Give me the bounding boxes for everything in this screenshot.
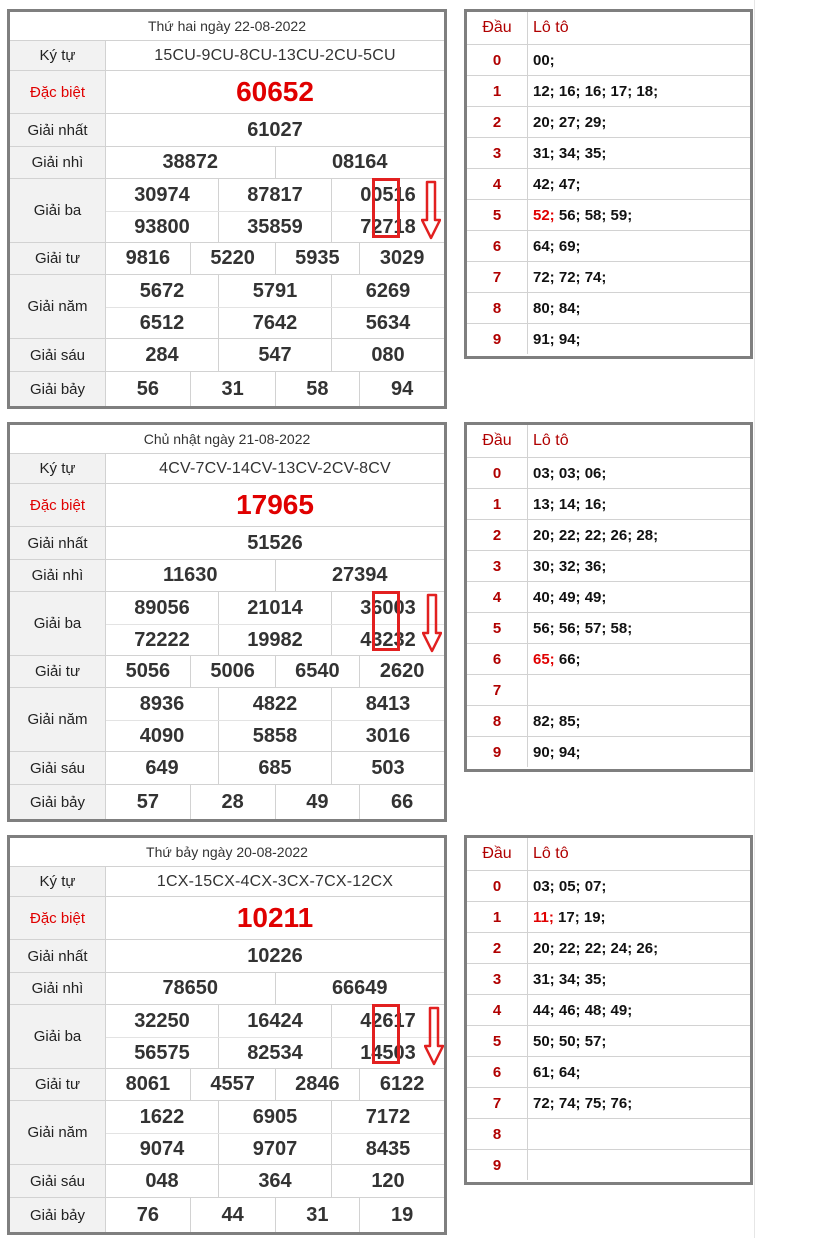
loto-values [533, 76, 750, 106]
loto-row [467, 1149, 750, 1180]
ky-tu-value: 1CX-15CX-4CX-3CX-7CX-12CX [156, 872, 394, 890]
loto-values [533, 551, 750, 581]
loto-row [467, 519, 750, 550]
loto-values [533, 964, 750, 994]
giai-bay-value: 57 [136, 790, 159, 813]
loto-row [467, 1025, 750, 1056]
dac-biet-row [10, 70, 444, 113]
draw-title: Thứ bảy ngày 20-08-2022 [146, 844, 308, 860]
loto-header-row [467, 425, 750, 457]
loto-rest: 80; 84; [533, 299, 581, 317]
loto-rest: 20; 22; 22; 26; 28; [533, 526, 659, 544]
loto-highlight: 52; [533, 206, 555, 224]
giai-sau-row [10, 338, 444, 371]
dau-digit: 1 [467, 76, 528, 106]
draw-title: Chủ nhật ngày 21-08-2022 [143, 431, 311, 447]
loto-rest: 00; [533, 51, 555, 69]
loto-row [467, 292, 750, 323]
dau-digit: 8 [467, 293, 528, 323]
dau-digit: 0 [467, 458, 528, 488]
giai-ba-label: Giải ba [10, 179, 106, 242]
loto-row [467, 457, 750, 488]
loto-rest: 42; 47; [533, 175, 581, 193]
giai-nhat-value: 10226 [247, 944, 303, 967]
giai-sau-value: 120 [331, 1165, 444, 1197]
dau-digit: 7 [467, 1088, 528, 1118]
giai-tu-row [10, 655, 444, 687]
loto-row [467, 230, 750, 261]
loto-values [533, 45, 750, 75]
giai-nam-value: 9074 [139, 1138, 185, 1160]
loto-header-row [467, 12, 750, 44]
draw-block-1 [0, 9, 760, 419]
giai-ba-value: 42617 [331, 1005, 444, 1037]
loto-row [467, 199, 750, 230]
dac-biet-label: Đặc biệt [10, 484, 106, 526]
giai-bay-value: 76 [136, 1203, 159, 1226]
ky-tu-label: Ký tự [10, 41, 106, 70]
loto-values [533, 262, 750, 292]
giai-bay-row [10, 1197, 444, 1232]
giai-nam-value: 6512 [139, 312, 185, 334]
loto-rest: 03; 03; 06; [533, 464, 607, 482]
dac-biet-label: Đặc biệt [10, 897, 106, 939]
loto-values [533, 520, 750, 550]
giai-nam-value: 5672 [139, 279, 185, 302]
giai-nhi-value: 08164 [275, 147, 445, 178]
loto-row [467, 674, 750, 705]
giai-sau-row [10, 1164, 444, 1197]
giai-bay-value: 31 [275, 1198, 360, 1232]
loto-values [533, 200, 750, 230]
loto-values [533, 1088, 750, 1118]
giai-ba-value: 14503 [331, 1038, 444, 1069]
giai-bay-label: Giải bảy [10, 785, 106, 819]
giai-nhat-label: Giải nhất [10, 527, 106, 559]
giai-nam-value: 5858 [218, 721, 331, 752]
dau-digit: 8 [467, 1119, 528, 1149]
giai-nam-row [10, 687, 444, 751]
dau-digit: 0 [467, 45, 528, 75]
giai-nhi-row [10, 146, 444, 178]
giai-nhi-label: Giải nhì [10, 973, 106, 1004]
dau-digit: 9 [467, 737, 528, 767]
giai-ba-value: 43232 [331, 625, 444, 656]
dau-digit: 1 [467, 489, 528, 519]
giai-tu-value: 6122 [359, 1069, 444, 1100]
loto-values [533, 902, 750, 932]
giai-bay-value: 31 [190, 372, 275, 406]
dau-digit: 9 [467, 324, 528, 354]
dau-digit: 7 [467, 262, 528, 292]
giai-ba-value: 87817 [218, 179, 331, 211]
dau-digit: 4 [467, 582, 528, 612]
loto-table [464, 422, 753, 772]
loto-row [467, 581, 750, 612]
giai-ba-value: 16424 [218, 1005, 331, 1037]
giai-tu-value: 8061 [125, 1073, 171, 1095]
loto-values [533, 293, 750, 323]
giai-tu-value: 5935 [275, 243, 360, 274]
ky-tu-label: Ký tự [10, 454, 106, 483]
giai-nhat-row [10, 939, 444, 972]
loto-row [467, 44, 750, 75]
giai-bay-value: 66 [359, 785, 444, 819]
loto-row [467, 75, 750, 106]
giai-nam-value: 8435 [331, 1134, 444, 1165]
dac-biet-value: 17965 [236, 489, 314, 520]
loto-rest: 64; 69; [533, 237, 581, 255]
giai-sau-value: 685 [218, 752, 331, 784]
ky-tu-row [10, 453, 444, 483]
draw-title-row [10, 838, 444, 866]
loto-header-row [467, 838, 750, 870]
dau-header: Đầu [467, 838, 528, 870]
loto-row [467, 1056, 750, 1087]
down-arrow-icon [421, 180, 441, 240]
loto-rest: 50; 50; 57; [533, 1032, 607, 1050]
loto-row [467, 612, 750, 643]
giai-sau-value: 649 [145, 756, 179, 779]
giai-tu-value: 6540 [275, 656, 360, 687]
loto-values [533, 1026, 750, 1056]
giai-nam-label: Giải năm [10, 1101, 106, 1164]
loto-row [467, 705, 750, 736]
giai-nhat-row [10, 526, 444, 559]
loto-header: Lô tô [533, 19, 569, 36]
giai-nam-label: Giải năm [10, 688, 106, 751]
giai-tu-label: Giải tư [10, 1069, 106, 1100]
loto-table [464, 835, 753, 1185]
giai-bay-label: Giải bảy [10, 1198, 106, 1232]
giai-tu-value: 4557 [190, 1069, 275, 1100]
loto-rest: 72; 72; 74; [533, 268, 607, 286]
giai-nam-label: Giải năm [10, 275, 106, 338]
giai-nhat-label: Giải nhất [10, 114, 106, 146]
draw-title: Thứ hai ngày 22-08-2022 [147, 18, 307, 34]
dau-digit: 9 [467, 1150, 528, 1180]
loto-row [467, 488, 750, 519]
loto-values [533, 458, 750, 488]
loto-rest: 66; [554, 650, 581, 668]
dac-biet-label: Đặc biệt [10, 71, 106, 113]
loto-row [467, 963, 750, 994]
loto-row [467, 736, 750, 767]
loto-rest: 17; 19; [553, 908, 606, 926]
giai-nam-row [10, 274, 444, 338]
loto-table [464, 9, 753, 359]
dau-digit: 3 [467, 138, 528, 168]
giai-ba-value: 93800 [134, 216, 190, 238]
loto-values [533, 737, 750, 767]
giai-sau-value: 048 [145, 1169, 179, 1192]
loto-row [467, 137, 750, 168]
loto-rest: 61; 64; [533, 1063, 581, 1081]
giai-nam-value: 4090 [139, 725, 185, 747]
giai-nam-value: 4822 [218, 688, 331, 720]
giai-nhat-value: 61027 [247, 118, 303, 141]
giai-sau-label: Giải sáu [10, 1165, 106, 1197]
dau-header: Đầu [467, 425, 528, 457]
giai-nhat-row [10, 113, 444, 146]
loto-row [467, 1087, 750, 1118]
giai-bay-label: Giải bảy [10, 372, 106, 406]
giai-ba-value: 00516 [331, 179, 444, 211]
loto-highlight: 11; [533, 908, 554, 926]
loto-rest: 44; 46; 48; 49; [533, 1001, 633, 1019]
loto-rest: 30; 32; 36; [533, 557, 607, 575]
loto-values [533, 582, 750, 612]
giai-sau-value: 284 [145, 343, 179, 366]
loto-values [533, 675, 750, 705]
giai-tu-value: 3029 [359, 243, 444, 274]
giai-bay-row [10, 371, 444, 406]
loto-row [467, 168, 750, 199]
loto-rest: 03; 05; 07; [533, 877, 607, 895]
giai-ba-value: 36003 [331, 592, 444, 624]
loto-values [533, 324, 750, 354]
loto-rest: 82; 85; [533, 712, 581, 730]
giai-nam-row [10, 1100, 444, 1164]
giai-sau-value: 547 [218, 339, 331, 371]
giai-sau-value: 080 [331, 339, 444, 371]
giai-nhi-value: 78650 [162, 977, 219, 999]
ky-tu-label: Ký tự [10, 867, 106, 896]
giai-sau-value: 364 [218, 1165, 331, 1197]
ky-tu-value: 4CV-7CV-14CV-13CV-2CV-8CV [159, 459, 391, 477]
dac-biet-row [10, 896, 444, 939]
dau-digit: 5 [467, 613, 528, 643]
giai-tu-value: 5006 [190, 656, 275, 687]
giai-nam-value: 9707 [218, 1134, 331, 1165]
draw-block-2 [0, 422, 760, 832]
giai-nam-value: 8936 [139, 692, 185, 715]
giai-nam-value: 5791 [218, 275, 331, 307]
giai-ba-value: 89056 [134, 596, 190, 619]
giai-bay-value: 56 [136, 377, 159, 400]
dac-biet-value: 10211 [236, 902, 314, 933]
giai-tu-row [10, 1068, 444, 1100]
giai-bay-value: 94 [359, 372, 444, 406]
down-arrow-icon [424, 1006, 444, 1066]
giai-sau-value: 503 [331, 752, 444, 784]
loto-rest: 20; 22; 22; 24; 26; [533, 939, 659, 957]
giai-nam-value: 6269 [331, 275, 444, 307]
dau-digit: 3 [467, 964, 528, 994]
loto-rest: 13; 14; 16; [533, 495, 607, 513]
giai-nhi-value: 38872 [162, 151, 219, 173]
giai-ba-value: 72718 [331, 212, 444, 243]
giai-sau-row [10, 751, 444, 784]
dau-digit: 3 [467, 551, 528, 581]
dau-digit: 0 [467, 871, 528, 901]
giai-ba-value: 30974 [134, 183, 190, 206]
dau-digit: 2 [467, 107, 528, 137]
giai-nhi-row [10, 559, 444, 591]
giai-nhi-value: 27394 [275, 560, 445, 591]
giai-ba-value: 72222 [134, 629, 190, 651]
giai-nhi-value: 11630 [162, 564, 218, 586]
giai-tu-value: 5056 [125, 660, 171, 682]
dau-digit: 4 [467, 169, 528, 199]
loto-rest: 40; 49; 49; [533, 588, 607, 606]
highlight-box [372, 591, 400, 651]
giai-ba-value: 32250 [134, 1009, 190, 1032]
loto-values [533, 138, 750, 168]
loto-rest: 20; 27; 29; [533, 113, 607, 131]
giai-ba-label: Giải ba [10, 1005, 106, 1068]
giai-sau-label: Giải sáu [10, 339, 106, 371]
loto-values [533, 1150, 750, 1180]
giai-tu-value: 2620 [359, 656, 444, 687]
giai-nhi-value: 66649 [275, 973, 445, 1004]
loto-values [533, 933, 750, 963]
dau-digit: 2 [467, 933, 528, 963]
loto-rest: 91; 94; [533, 330, 581, 348]
draw-block-3 [0, 835, 760, 1245]
dau-digit: 1 [467, 902, 528, 932]
ky-tu-row [10, 40, 444, 70]
giai-bay-value: 28 [190, 785, 275, 819]
loto-values [533, 613, 750, 643]
loto-row [467, 932, 750, 963]
loto-rest: 12; 16; 16; 17; 18; [533, 82, 659, 100]
giai-ba-value: 21014 [218, 592, 331, 624]
giai-ba-value: 19982 [218, 625, 331, 656]
loto-values [533, 995, 750, 1025]
loto-values [533, 231, 750, 261]
giai-ba-value: 35859 [218, 212, 331, 243]
giai-nhat-label: Giải nhất [10, 940, 106, 972]
loto-row [467, 994, 750, 1025]
loto-rest: 56; 56; 57; 58; [533, 619, 633, 637]
giai-bay-value: 19 [359, 1198, 444, 1232]
draw-title-row [10, 425, 444, 453]
giai-bay-value: 49 [275, 785, 360, 819]
loto-row [467, 550, 750, 581]
loto-row [467, 643, 750, 674]
giai-nhi-label: Giải nhì [10, 560, 106, 591]
giai-sau-label: Giải sáu [10, 752, 106, 784]
loto-rest: 31; 34; 35; [533, 970, 607, 988]
loto-rest: 90; 94; [533, 743, 581, 761]
giai-nam-value: 1622 [139, 1105, 185, 1128]
giai-bay-value: 58 [275, 372, 360, 406]
dau-digit: 4 [467, 995, 528, 1025]
loto-values [533, 644, 750, 674]
loto-values [533, 1057, 750, 1087]
loto-values [533, 1119, 750, 1149]
dau-digit: 5 [467, 1026, 528, 1056]
dau-digit: 6 [467, 231, 528, 261]
loto-rest: 56; 58; 59; [554, 206, 633, 224]
dac-biet-row [10, 483, 444, 526]
giai-tu-value: 2846 [275, 1069, 360, 1100]
loto-header: Lô tô [533, 845, 569, 862]
giai-tu-value: 9816 [125, 247, 171, 269]
loto-row [467, 106, 750, 137]
ky-tu-value: 15CU-9CU-8CU-13CU-2CU-5CU [154, 46, 396, 64]
highlight-box [372, 1004, 400, 1064]
giai-tu-label: Giải tư [10, 243, 106, 274]
loto-values [533, 871, 750, 901]
dau-digit: 8 [467, 706, 528, 736]
giai-nam-value: 8413 [331, 688, 444, 720]
ky-tu-row [10, 866, 444, 896]
giai-nhi-label: Giải nhì [10, 147, 106, 178]
giai-ba-value: 82534 [218, 1038, 331, 1069]
dau-digit: 5 [467, 200, 528, 230]
giai-nam-value: 7172 [331, 1101, 444, 1133]
giai-bay-row [10, 784, 444, 819]
draw-title-row [10, 12, 444, 40]
highlight-box [372, 178, 400, 238]
dau-digit: 6 [467, 644, 528, 674]
giai-ba-value: 56575 [134, 1042, 190, 1064]
giai-bay-value: 44 [190, 1198, 275, 1232]
giai-nhi-row [10, 972, 444, 1004]
giai-nam-value: 3016 [331, 721, 444, 752]
loto-row [467, 901, 750, 932]
dau-digit: 2 [467, 520, 528, 550]
giai-tu-label: Giải tư [10, 656, 106, 687]
loto-rest: 31; 34; 35; [533, 144, 607, 162]
loto-header: Lô tô [533, 432, 569, 449]
giai-nhat-value: 51526 [247, 531, 303, 554]
loto-highlight: 65; [533, 650, 555, 668]
dau-digit: 6 [467, 1057, 528, 1087]
dau-header: Đầu [467, 12, 528, 44]
loto-rest: 72; 74; 75; 76; [533, 1094, 633, 1112]
giai-tu-value: 5220 [190, 243, 275, 274]
loto-values [533, 107, 750, 137]
loto-row [467, 261, 750, 292]
loto-values [533, 169, 750, 199]
giai-tu-row [10, 242, 444, 274]
giai-nam-value: 7642 [218, 308, 331, 339]
loto-row [467, 1118, 750, 1149]
giai-ba-label: Giải ba [10, 592, 106, 655]
loto-values [533, 489, 750, 519]
down-arrow-icon [422, 593, 442, 653]
dac-biet-value: 60652 [236, 76, 314, 107]
dau-digit: 7 [467, 675, 528, 705]
giai-nam-value: 6905 [218, 1101, 331, 1133]
loto-row [467, 870, 750, 901]
loto-row [467, 323, 750, 354]
loto-values [533, 706, 750, 736]
giai-nam-value: 5634 [331, 308, 444, 339]
